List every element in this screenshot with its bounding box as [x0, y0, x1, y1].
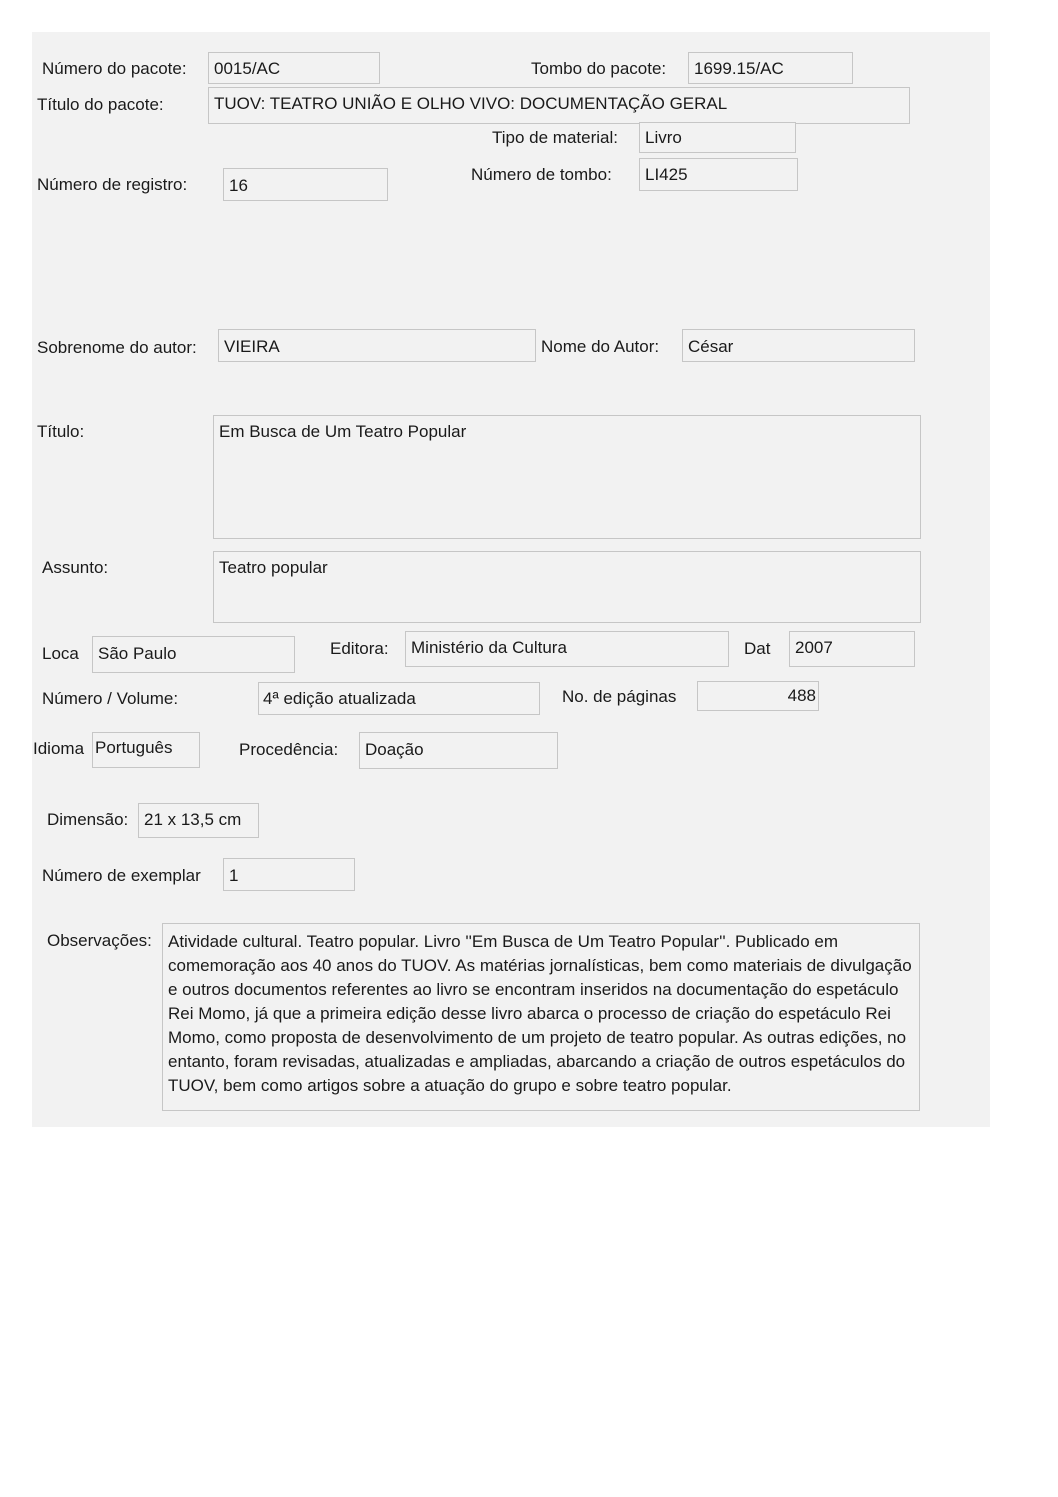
data-label: Dat [744, 639, 771, 658]
numero-volume-label: Número / Volume: [42, 689, 179, 708]
data-field[interactable]: 2007 [789, 631, 915, 667]
editora-label: Editora: [330, 639, 389, 658]
numero-tombo-field[interactable]: LI425 [639, 158, 798, 191]
paginas-label: No. de páginas [562, 687, 677, 706]
titulo-label: Título: [37, 422, 85, 441]
observacoes-field[interactable]: Atividade cultural. Teatro popular. Livro ''Em Busca de Um Teatro Popular''. Publicado em comemoração aos 40 anos do TUOV. As matérias jornalísticas, bem como materiais de divulgação e outros documentos referentes ao livro se encontram inseridos na documentação do espetáculo Rei Momo, já que a primeira edição desse livro abarca o processo de criação do espetáculo Rei Momo, como proposta de desenvolvimento de um projeto de teatro popular. As outras edições, no entanto, foram revisadas, atualizadas e ampliadas, abarcando a criação de outros espetáculos do TUOV, bem como artigos sobre a atuação do grupo e sobre teatro popular. [162, 923, 920, 1111]
titulo-pacote-label: Título do pacote: [37, 95, 164, 114]
assunto-field[interactable]: Teatro popular [213, 551, 921, 623]
sobrenome-autor-field[interactable]: VIEIRA [218, 329, 536, 362]
titulo-pacote-field[interactable]: TUOV: TEATRO UNIÃO E OLHO VIVO: DOCUMENTAÇÃO GERAL [208, 87, 910, 124]
local-field[interactable]: São Paulo [92, 636, 295, 673]
numero-exemplar-field[interactable]: 1 [223, 858, 355, 891]
nome-autor-field[interactable]: César [682, 329, 915, 362]
tombo-pacote-label: Tombo do pacote: [531, 59, 667, 78]
idioma-field[interactable]: Português [92, 732, 200, 768]
numero-registro-label: Número de registro: [37, 175, 188, 194]
dimensao-field[interactable]: 21 x 13,5 cm [138, 803, 259, 838]
tipo-material-label: Tipo de material: [492, 128, 618, 147]
sobrenome-autor-label: Sobrenome do autor: [37, 338, 197, 357]
titulo-field[interactable]: Em Busca de Um Teatro Popular [213, 415, 921, 539]
tombo-pacote-field[interactable]: 1699.15/AC [688, 52, 853, 84]
dimensao-label: Dimensão: [47, 810, 129, 829]
local-label: Loca [42, 644, 79, 663]
procedencia-field[interactable]: Doação [359, 732, 558, 769]
assunto-label: Assunto: [42, 558, 109, 577]
numero-pacote-field[interactable]: 0015/AC [208, 52, 380, 84]
paginas-field[interactable]: 488 [697, 681, 819, 711]
observacoes-label: Observações: [47, 931, 152, 950]
editora-field[interactable]: Ministério da Cultura [405, 631, 729, 667]
numero-pacote-label: Número do pacote: [42, 59, 187, 78]
numero-volume-field[interactable]: 4ª edição atualizada [258, 682, 540, 715]
numero-tombo-label: Número de tombo: [471, 165, 612, 184]
numero-registro-field[interactable]: 16 [223, 168, 388, 201]
procedencia-label: Procedência: [239, 740, 339, 759]
idioma-label: Idioma [33, 739, 85, 758]
nome-autor-label: Nome do Autor: [541, 337, 660, 356]
numero-exemplar-label: Número de exemplar [42, 866, 201, 885]
tipo-material-field[interactable]: Livro [639, 122, 796, 153]
